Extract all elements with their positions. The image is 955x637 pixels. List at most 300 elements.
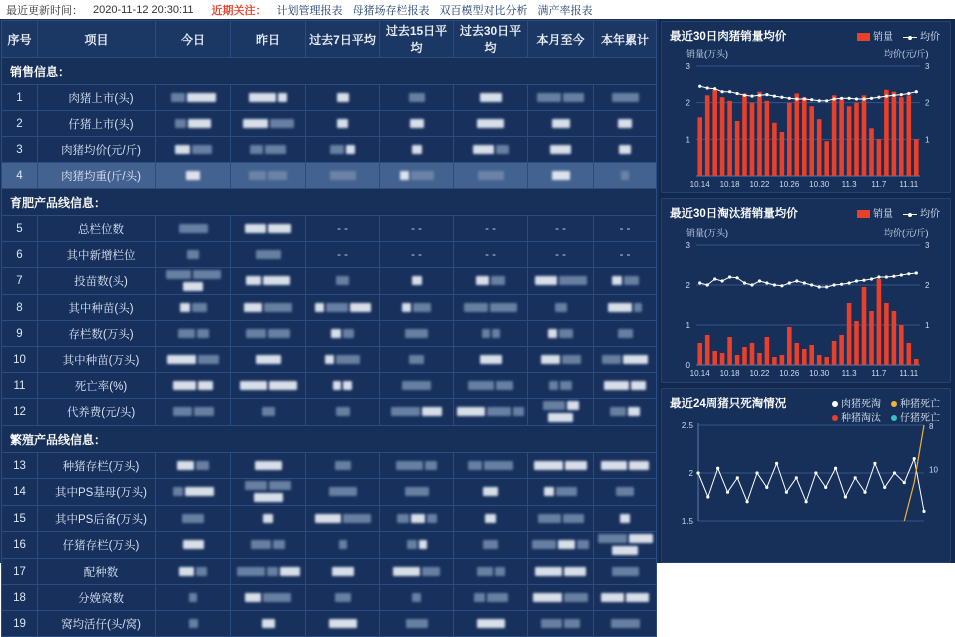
legend-item-fatten-death[interactable]: [832, 395, 881, 410]
value-blur: [559, 329, 573, 338]
cell-item-name: 肉猪均价(元/斤): [38, 137, 156, 163]
value-blur: [278, 93, 287, 102]
chart-canvas-pig-sales: [670, 44, 942, 190]
value-blur: [198, 381, 213, 390]
chart-card-pig-sales: [661, 21, 951, 193]
cell-value: [594, 373, 657, 399]
value-blur: [495, 567, 505, 576]
value-blur: [250, 145, 263, 154]
cell-value: [528, 559, 594, 585]
cell-value: [594, 506, 657, 532]
cell-value: [380, 373, 454, 399]
value-blur: [249, 171, 266, 180]
value-blur: [254, 493, 283, 502]
value-blur: [601, 461, 627, 470]
value-blur: [196, 461, 209, 470]
cell-value: [380, 559, 454, 585]
svg-text:10.30: 10.30: [809, 369, 830, 378]
value-blur: [422, 567, 440, 576]
link-model-compare[interactable]: 双百模型对比分析: [439, 4, 528, 17]
table-section-row: [2, 189, 657, 216]
value-blur: [556, 487, 577, 496]
value-blur: [537, 93, 561, 102]
svg-text:11.3: 11.3: [841, 180, 857, 189]
table-row[interactable]: [2, 532, 657, 559]
th-today: 今日: [156, 21, 231, 58]
value-blur: [256, 355, 281, 364]
cell-value: [306, 611, 380, 637]
value-blur: [612, 276, 622, 285]
cell-value: - -: [380, 242, 454, 268]
charts-pane: [659, 19, 955, 563]
value-blur: [186, 171, 200, 180]
table-row[interactable]: [2, 559, 657, 585]
value-blur: [564, 619, 580, 628]
main-body: [0, 19, 955, 631]
table-row[interactable]: [2, 611, 657, 637]
cell-value: - -: [454, 242, 528, 268]
value-blur: [198, 355, 219, 364]
value-blur: [263, 593, 291, 602]
cell-value: [594, 532, 657, 559]
cell-value: [594, 85, 657, 111]
cell-value: [528, 585, 594, 611]
value-blur: [564, 567, 586, 576]
value-blur: [559, 276, 587, 285]
cell-value: [306, 506, 380, 532]
cell-value: - -: [380, 216, 454, 242]
value-blur: [171, 93, 185, 102]
link-sow-farm-report[interactable]: 母猪场存栏报表: [352, 4, 430, 17]
cell-value: [454, 559, 528, 585]
value-blur: [550, 145, 571, 154]
cell-value: [156, 295, 231, 321]
value-blur: [332, 567, 354, 576]
value-blur: [336, 355, 360, 364]
cell-value: [528, 373, 594, 399]
value-blur: [513, 407, 524, 416]
value-blur: [245, 481, 267, 490]
svg-text:2: 2: [688, 469, 693, 478]
cell-value: [306, 479, 380, 506]
legend-label-fatten-death: 肉猪死淘: [841, 399, 881, 410]
value-blur: [558, 540, 575, 549]
value-blur: [598, 534, 627, 543]
value-blur: [616, 487, 634, 496]
svg-text:10.18: 10.18: [719, 369, 740, 378]
value-blur: [180, 303, 190, 312]
cell-value: [594, 321, 657, 347]
value-blur: [255, 461, 282, 470]
table-row[interactable]: [2, 479, 657, 506]
cell-value: [306, 585, 380, 611]
value-blur: [246, 329, 266, 338]
svg-text:8: 8: [929, 422, 934, 431]
cell-value: [231, 216, 306, 242]
value-blur: [541, 619, 562, 628]
cell-value: [231, 163, 306, 189]
cell-value: [156, 85, 231, 111]
value-blur: [535, 567, 562, 576]
value-blur: [464, 303, 488, 312]
link-plan-report[interactable]: 计划管理报表: [276, 4, 343, 17]
chart-canvas-weekly-death: [670, 411, 942, 531]
value-blur: [629, 461, 649, 470]
cell-item-name: 其中种苗(头): [38, 295, 156, 321]
cell-value: [594, 111, 657, 137]
value-blur: [612, 567, 639, 576]
cell-value: [231, 506, 306, 532]
cell-value: [528, 506, 594, 532]
svg-text:1: 1: [925, 135, 930, 145]
chart-legend-pig-sales: [857, 28, 940, 43]
cell-index: 11: [2, 373, 38, 399]
svg-text:10.14: 10.14: [689, 180, 710, 189]
cell-item-name: 仔猪存栏(万头): [38, 532, 156, 559]
value-blur: [405, 329, 428, 338]
value-blur: [629, 534, 653, 543]
cell-value: [231, 611, 306, 637]
cell-value: [454, 506, 528, 532]
value-blur: [484, 461, 513, 470]
metrics-table: [1, 20, 657, 637]
cell-value: [380, 347, 454, 373]
cell-value: [231, 242, 306, 268]
table-row[interactable]: [2, 163, 657, 189]
value-blur: [552, 119, 570, 128]
cell-value: [156, 321, 231, 347]
value-blur: [337, 93, 349, 102]
value-blur: [175, 145, 190, 154]
cell-value: [156, 585, 231, 611]
cell-value: [380, 85, 454, 111]
th-avg30: 过去30日平均: [454, 21, 528, 58]
svg-text:10.22: 10.22: [749, 369, 770, 378]
legend-item-volume[interactable]: [857, 28, 893, 43]
cell-index: 7: [2, 268, 38, 295]
value-blur: [196, 567, 207, 576]
cell-item-name: 肉猪均重(斤/头): [38, 163, 156, 189]
value-blur: [483, 540, 498, 549]
focus-label: 近期关注：: [211, 4, 267, 17]
cell-value: [231, 268, 306, 295]
table-section-row: [2, 58, 657, 85]
value-blur: [330, 171, 356, 180]
cell-value: [454, 137, 528, 163]
cell-value: [306, 268, 380, 295]
value-blur: [397, 514, 409, 523]
table-body: [2, 58, 657, 637]
chart-title-weekly-death: 最近24周猪只死淘情况: [670, 398, 787, 410]
value-blur: [626, 593, 649, 602]
value-blur: [548, 413, 573, 422]
cell-item-name: 死亡率(%): [38, 373, 156, 399]
update-time: 2020-11-12 20:30:11: [93, 3, 194, 16]
cell-value: [454, 321, 528, 347]
svg-text:11.11: 11.11: [899, 180, 919, 189]
table-row[interactable]: [2, 242, 657, 268]
value-blur: [177, 461, 194, 470]
svg-text:10.14: 10.14: [689, 369, 710, 378]
value-blur: [337, 119, 348, 128]
legend-item-price-2[interactable]: [903, 205, 940, 220]
value-blur: [167, 355, 196, 364]
svg-text:1: 1: [925, 321, 930, 330]
value-blur: [628, 407, 640, 416]
link-capacity-report[interactable]: 满产率报表: [537, 4, 593, 17]
cell-value: [454, 611, 528, 637]
value-blur: [549, 381, 558, 390]
value-blur: [189, 593, 197, 602]
svg-text:11.7: 11.7: [871, 369, 887, 378]
cell-index: 6: [2, 242, 38, 268]
cell-value: [156, 111, 231, 137]
cell-value: [528, 399, 594, 426]
value-blur: [422, 407, 442, 416]
value-blur: [490, 303, 517, 312]
value-blur: [240, 381, 267, 390]
legend-item-price[interactable]: [903, 28, 940, 43]
cell-value: [380, 399, 454, 426]
cell-value: [156, 242, 231, 268]
value-blur: [400, 171, 409, 180]
value-blur: [244, 303, 262, 312]
value-blur: [624, 276, 639, 285]
update-label: 最近更新时间：: [6, 4, 83, 17]
value-blur: [496, 381, 513, 390]
legend-label-price: 均价: [920, 32, 940, 43]
legend-item-breed-death[interactable]: [891, 395, 940, 410]
cell-value: [594, 585, 657, 611]
cell-value: [594, 611, 657, 637]
svg-text:10.18: 10.18: [719, 180, 740, 189]
cell-value: [528, 111, 594, 137]
cell-value: [454, 399, 528, 426]
cell-value: [380, 163, 454, 189]
table-row[interactable]: [2, 295, 657, 321]
cell-value: [231, 321, 306, 347]
cell-item-name: 总栏位数: [38, 216, 156, 242]
chart-legend-cull-sales: [857, 205, 940, 220]
table-row[interactable]: [2, 399, 657, 426]
legend-label-breed-cull: 种猪淘汰: [841, 413, 881, 424]
table-row[interactable]: [2, 506, 657, 532]
value-blur: [192, 303, 207, 312]
table-row[interactable]: [2, 111, 657, 137]
cell-value: [156, 532, 231, 559]
cell-value: [594, 268, 657, 295]
cell-value: [454, 373, 528, 399]
value-blur: [411, 514, 425, 523]
value-blur: [468, 381, 494, 390]
value-blur: [427, 514, 437, 523]
value-blur: [492, 329, 500, 338]
cell-value: [231, 399, 306, 426]
cell-item-name: 投苗数(头): [38, 268, 156, 295]
value-blur: [246, 276, 261, 285]
value-blur: [335, 461, 351, 470]
cell-item-name: 肉猪上市(头): [38, 85, 156, 111]
value-blur: [329, 619, 357, 628]
value-blur: [280, 567, 300, 576]
chart-card-cull-sales: [661, 198, 951, 383]
value-blur: [534, 461, 563, 470]
svg-text:1: 1: [685, 321, 690, 330]
value-blur: [262, 619, 275, 628]
cell-value: [454, 163, 528, 189]
value-blur: [543, 401, 565, 410]
cell-index: 1: [2, 85, 38, 111]
value-blur: [343, 514, 371, 523]
value-blur: [563, 514, 584, 523]
value-blur: [268, 171, 287, 180]
th-avg7: 过去7日平均: [306, 21, 380, 58]
svg-text:2: 2: [685, 281, 690, 290]
table-row[interactable]: [2, 85, 657, 111]
value-blur: [610, 407, 626, 416]
cell-value: [528, 611, 594, 637]
value-blur: [634, 303, 642, 312]
cell-value: [231, 85, 306, 111]
value-blur: [541, 355, 560, 364]
svg-text:3: 3: [685, 241, 690, 250]
cell-value: [231, 347, 306, 373]
cell-index: 2: [2, 111, 38, 137]
metrics-table-pane: [0, 19, 659, 631]
value-blur: [535, 276, 557, 285]
cell-value: [528, 453, 594, 479]
value-blur: [188, 119, 211, 128]
value-blur: [182, 514, 204, 523]
value-blur: [601, 593, 624, 602]
svg-text:均价(元/斤): 均价(元/斤): [884, 228, 929, 238]
value-blur: [532, 540, 556, 549]
value-blur: [333, 381, 341, 390]
cell-value: [380, 453, 454, 479]
value-blur: [249, 93, 276, 102]
cell-value: [231, 137, 306, 163]
svg-text:均价(元/斤): 均价(元/斤): [884, 49, 929, 59]
cell-value: [454, 268, 528, 295]
value-blur: [166, 270, 191, 279]
legend-label-breed-death: 种猪死亡: [900, 399, 940, 410]
cell-value: [156, 506, 231, 532]
value-blur: [393, 567, 420, 576]
value-blur: [411, 171, 434, 180]
cell-value: [306, 399, 380, 426]
legend-item-volume-2[interactable]: [857, 205, 893, 220]
value-blur: [173, 487, 183, 496]
svg-text:10.26: 10.26: [779, 369, 800, 378]
value-blur: [544, 487, 554, 496]
cell-value: [231, 532, 306, 559]
value-blur: [194, 407, 214, 416]
cell-value: [528, 85, 594, 111]
cell-index: 3: [2, 137, 38, 163]
value-blur: [265, 145, 286, 154]
cell-value: [156, 347, 231, 373]
cell-item-name: 窝均活仔(头/窝): [38, 611, 156, 637]
legend-label-price-2: 均价: [920, 209, 940, 220]
cell-value: [306, 111, 380, 137]
value-blur: [618, 329, 633, 338]
table-row[interactable]: [2, 585, 657, 611]
value-blur: [483, 487, 498, 496]
value-blur: [264, 303, 292, 312]
value-blur: [419, 540, 427, 549]
value-blur: [604, 381, 629, 390]
cell-value: [306, 295, 380, 321]
svg-text:10.30: 10.30: [809, 180, 830, 189]
cell-value: [156, 268, 231, 295]
table-row[interactable]: [2, 321, 657, 347]
svg-text:1.5: 1.5: [681, 517, 693, 526]
value-blur: [237, 567, 265, 576]
value-blur: [192, 145, 212, 154]
table-row[interactable]: [2, 453, 657, 479]
value-blur: [189, 619, 198, 628]
cell-value: [231, 559, 306, 585]
cell-value: [454, 85, 528, 111]
cell-value: [380, 585, 454, 611]
table-row[interactable]: [2, 373, 657, 399]
cell-index: 13: [2, 453, 38, 479]
table-row[interactable]: [2, 347, 657, 373]
value-blur: [270, 119, 294, 128]
value-blur: [178, 329, 195, 338]
cell-value: [380, 506, 454, 532]
cell-value: [156, 479, 231, 506]
cell-value: [156, 373, 231, 399]
cell-value: [528, 321, 594, 347]
value-blur: [256, 250, 281, 259]
th-avg15: 过去15日平均: [380, 21, 454, 58]
svg-text:2: 2: [925, 281, 930, 290]
cell-value: [306, 137, 380, 163]
value-blur: [245, 593, 261, 602]
cell-value: - -: [306, 242, 380, 268]
cell-value: [306, 321, 380, 347]
legend-dot-fatten: [832, 401, 838, 407]
value-blur: [565, 461, 587, 470]
cell-value: [380, 321, 454, 347]
table-row[interactable]: [2, 137, 657, 163]
cell-value: [156, 559, 231, 585]
cell-value: [380, 111, 454, 137]
section-title: 销售信息：: [2, 58, 657, 85]
th-year: 本年累计: [594, 21, 657, 58]
value-blur: [346, 145, 355, 154]
value-blur: [175, 119, 186, 128]
value-blur: [268, 224, 291, 233]
table-row[interactable]: [2, 216, 657, 242]
cell-index: 14: [2, 479, 38, 506]
value-blur: [193, 270, 221, 279]
table-row[interactable]: [2, 268, 657, 295]
value-blur: [608, 303, 632, 312]
cell-value: - -: [306, 216, 380, 242]
chart-legend-weekly-death: [832, 395, 940, 410]
value-blur: [548, 329, 557, 338]
value-blur: [413, 303, 431, 312]
cell-value: [156, 216, 231, 242]
cell-item-name: 其中新增栏位: [38, 242, 156, 268]
cell-value: [380, 295, 454, 321]
svg-text:10.22: 10.22: [749, 180, 770, 189]
value-blur: [326, 303, 348, 312]
value-blur: [406, 619, 428, 628]
chart-card-weekly-death: [661, 388, 951, 563]
